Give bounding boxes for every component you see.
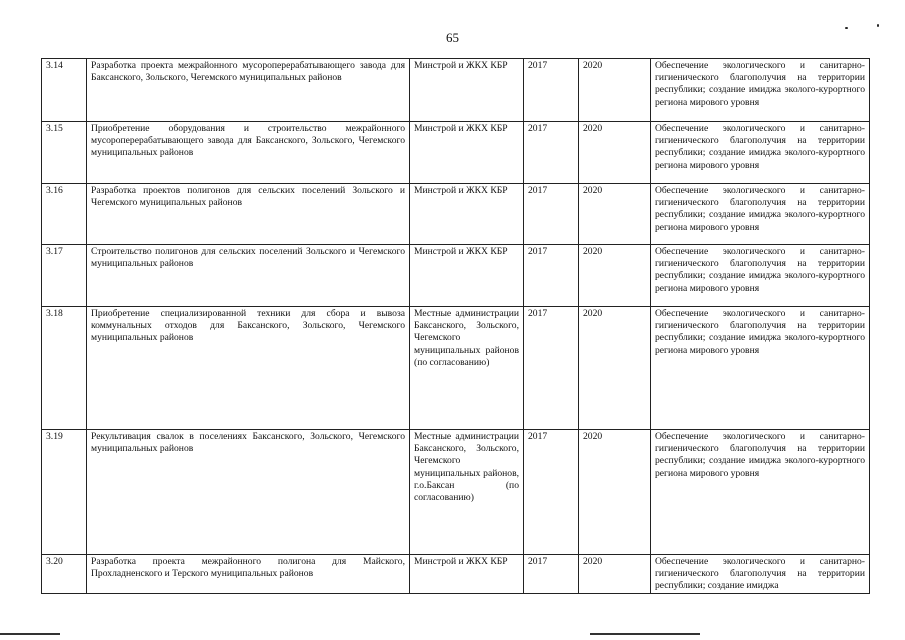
end-year-cell: 2020: [579, 59, 651, 122]
table-row: [42, 245, 870, 307]
executor-cell: Местные администрации Баксанского, Зольского, Чегемского муниципальных районов (по согласованию): [410, 307, 524, 430]
row-number: 3.17: [42, 245, 87, 307]
row-number: 3.15: [42, 122, 87, 184]
page-number: 65: [446, 30, 459, 45]
end-year-cell: 2020: [579, 245, 651, 307]
activity-cell: Рекультивация свалок в поселениях Баксанского, Зольского, Чегемского муниципальных районов: [87, 430, 410, 555]
result-cell: Обеспечение экологического и санитарно-гигиенического благополучия на территории республики; создание имиджа эколого-курортного региона мирового уровня: [651, 59, 870, 122]
start-year-cell: 2017: [524, 122, 579, 184]
result-cell: Обеспечение экологического и санитарно-гигиенического благополучия на территории республики; создание имиджа эколого-курортного региона мирового уровня: [651, 307, 870, 430]
activity-cell: Строительство полигонов для сельских поселений Зольского и Чегемского муниципальных районов: [87, 245, 410, 307]
start-year-cell: 2017: [524, 430, 579, 555]
end-year-cell: 2020: [579, 122, 651, 184]
table-row: [42, 430, 870, 555]
scan-speck: [845, 27, 848, 29]
result-cell: Обеспечение экологического и санитарно-гигиенического благополучия на территории республики; создание имиджа эколого-курортного региона мирового уровня: [651, 430, 870, 555]
executor-cell: Минстрой и ЖКХ КБР: [410, 555, 524, 594]
start-year-cell: 2017: [524, 59, 579, 122]
scan-edge-mark: [0, 633, 60, 635]
row-number: 3.19: [42, 430, 87, 555]
executor-cell: Минстрой и ЖКХ КБР: [410, 245, 524, 307]
result-cell: Обеспечение экологического и санитарно-гигиенического благополучия на территории республики; создание имиджа эколого-курортного региона мирового уровня: [651, 245, 870, 307]
start-year-cell: 2017: [524, 184, 579, 245]
activity-cell: Приобретение оборудования и строительство межрайонного мусороперерабатывающего завода для Баксанского, Зольского, Чегемского муниципальных районов: [87, 122, 410, 184]
scan-speck: [877, 24, 879, 27]
activity-cell: Разработка проекта межрайонного полигона для Майского, Прохладненского и Терского муниципальных районов: [87, 555, 410, 594]
table-row: [42, 555, 870, 594]
table-row: [42, 307, 870, 430]
table-row: [42, 59, 870, 122]
result-cell: Обеспечение экологического и санитарно-гигиенического благополучия на территории республики; создание имиджа эколого-курортного региона мирового уровня: [651, 122, 870, 184]
start-year-cell: 2017: [524, 245, 579, 307]
activity-cell: Разработка проекта межрайонного мусороперерабатывающего завода для Баксанского, Зольского, Чегемского муниципальных районов: [87, 59, 410, 122]
activity-cell: Разработка проектов полигонов для сельских поселений Зольского и Чегемского муниципальных районов: [87, 184, 410, 245]
executor-cell: Минстрой и ЖКХ КБР: [410, 122, 524, 184]
end-year-cell: 2020: [579, 184, 651, 245]
executor-cell: Минстрой и ЖКХ КБР: [410, 184, 524, 245]
end-year-cell: 2020: [579, 555, 651, 594]
result-cell: Обеспечение экологического и санитарно-гигиенического благополучия на территории республики; создание имиджа эколого-курортного региона мирового уровня: [651, 184, 870, 245]
executor-cell: Минстрой и ЖКХ КБР: [410, 59, 524, 122]
scan-edge-mark: [590, 633, 700, 635]
result-cell: Обеспечение экологического и санитарно-гигиенического благополучия на территории республики; создание имиджа: [651, 555, 870, 594]
activity-cell: Приобретение специализированной техники для сбора и вывоза коммунальных отходов для Баксанского, Зольского, Чегемского муниципальных районов: [87, 307, 410, 430]
row-number: 3.14: [42, 59, 87, 122]
end-year-cell: 2020: [579, 307, 651, 430]
row-number: 3.20: [42, 555, 87, 594]
row-number: 3.18: [42, 307, 87, 430]
start-year-cell: 2017: [524, 555, 579, 594]
row-number: 3.16: [42, 184, 87, 245]
table-row: [42, 122, 870, 184]
end-year-cell: 2020: [579, 430, 651, 555]
table-row: [42, 184, 870, 245]
activities-table: [41, 58, 870, 594]
executor-cell: Местные администрации Баксанского, Зольского, Чегемского муниципальных районов, г.о.Баксан (по согласованию): [410, 430, 524, 555]
start-year-cell: 2017: [524, 307, 579, 430]
